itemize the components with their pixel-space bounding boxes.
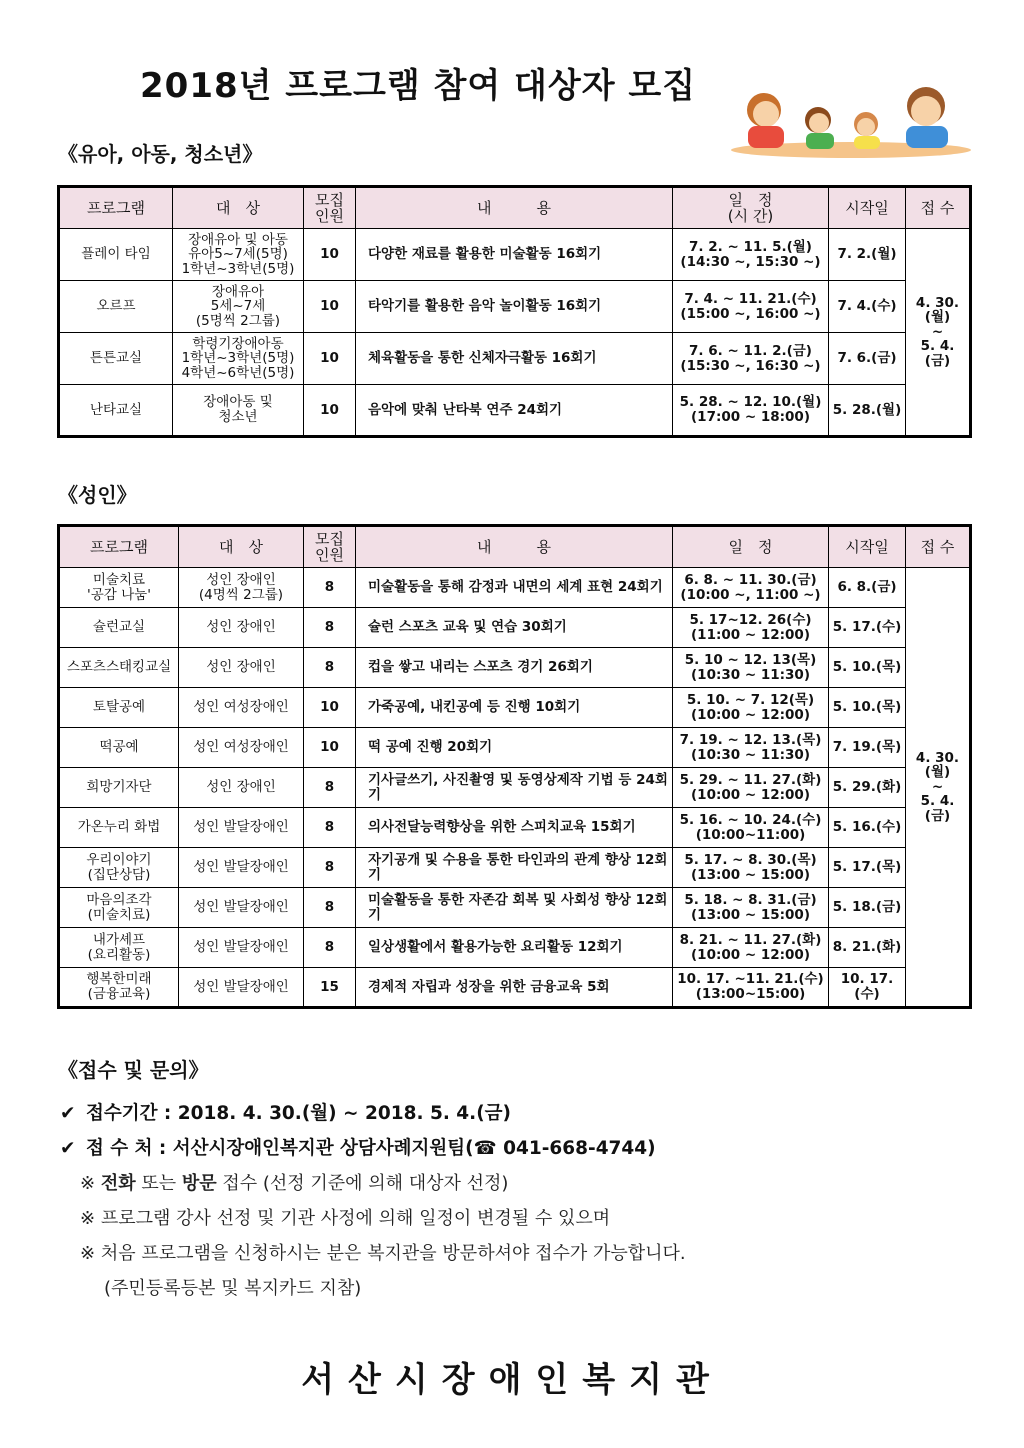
table-row (59, 385, 971, 437)
program-start-date: 5. 10.(목) (829, 688, 906, 728)
program-count: 10 (304, 281, 356, 333)
program-name: 우리이야기 (집단상담) (59, 848, 179, 888)
program-target: 성인 장애인 (4명씩 2그룹) (179, 568, 304, 608)
note-line-4: (주민등록등본 및 복지카드 지참) (104, 1278, 362, 1299)
program-start-date: 5. 17.(수) (829, 608, 906, 648)
program-schedule: 5. 17~12. 26(수) (11:00 ~ 12:00) (673, 608, 829, 648)
program-content: 일상생활에서 활용가능한 요리활동 12회기 (356, 928, 673, 968)
program-start-date: 7. 19.(목) (829, 728, 906, 768)
header-start: 시작일 (829, 187, 906, 229)
registration-period: ✔ 접수기간 : 2018. 4. 30.(월) ~ 2018. 5. 4.(금) (60, 1103, 511, 1124)
note-line-3: ※ 처음 프로그램을 신청하시는 분은 복지관을 방문하셔야 접수가 가능합니다. (80, 1243, 686, 1264)
program-target: 학령기장애아동 1학년~3학년(5명) 4학년~6학년(5명) (173, 333, 304, 385)
program-content: 자기공개 및 수용을 통한 타인과의 관계 향상 12회기 (356, 848, 673, 888)
program-content: 슐런 스포츠 교육 및 연습 30회기 (356, 608, 673, 648)
program-schedule: 8. 21. ~ 11. 27.(화) (10:00 ~ 12:00) (673, 928, 829, 968)
program-name: 플레이 타임 (59, 229, 173, 281)
section-heading-youth: 《유아, 아동, 청소년》 (58, 142, 263, 166)
program-target: 성인 여성장애인 (179, 688, 304, 728)
table-row (59, 768, 971, 808)
program-target: 성인 장애인 (179, 768, 304, 808)
program-content: 미술활동을 통한 자존감 회복 및 사회성 향상 12회기 (356, 888, 673, 928)
program-start-date: 5. 18.(금) (829, 888, 906, 928)
program-count: 8 (304, 928, 356, 968)
program-target: 성인 장애인 (179, 608, 304, 648)
table-row (59, 928, 971, 968)
program-start-date: 5. 29.(화) (829, 768, 906, 808)
header-content: 내 용 (356, 526, 673, 568)
header-count: 모집 인원 (304, 187, 356, 229)
program-target: 성인 발달장애인 (179, 808, 304, 848)
program-schedule: 5. 18. ~ 8. 31.(금) (13:00 ~ 15:00) (673, 888, 829, 928)
program-content: 음악에 맞춰 난타북 연주 24회기 (356, 385, 673, 437)
program-name: 오르프 (59, 281, 173, 333)
program-schedule: 7. 4. ~ 11. 21.(수) (15:00 ~, 16:00 ~) (673, 281, 829, 333)
table-row (59, 688, 971, 728)
program-schedule: 5. 10 ~ 12. 13(목) (10:30 ~ 11:30) (673, 648, 829, 688)
program-schedule: 5. 29. ~ 11. 27.(화) (10:00 ~ 12:00) (673, 768, 829, 808)
program-count: 10 (304, 688, 356, 728)
program-name: 난타교실 (59, 385, 173, 437)
program-start-date: 7. 6.(금) (829, 333, 906, 385)
program-schedule: 7. 6. ~ 11. 2.(금) (15:30 ~, 16:30 ~) (673, 333, 829, 385)
header-program: 프로그램 (59, 187, 173, 229)
registration-place: ✔ 접 수 처 : 서산시장애인복지관 상담사례지원팀(☎ 041-668-4744) (60, 1138, 656, 1159)
header-content: 내 용 (356, 187, 673, 229)
check-icon: ✔ (60, 1103, 76, 1124)
program-start-date: 5. 17.(목) (829, 848, 906, 888)
table-row (59, 848, 971, 888)
program-content: 가죽공예, 내킨공예 등 진행 10회기 (356, 688, 673, 728)
program-start-date: 5. 16.(수) (829, 808, 906, 848)
program-target: 성인 장애인 (179, 648, 304, 688)
program-count: 15 (304, 968, 356, 1008)
program-content: 미술활동을 통해 감정과 내면의 세계 표현 24회기 (356, 568, 673, 608)
program-target: 장애유아 5세~7세 (5명씩 2그룹) (173, 281, 304, 333)
program-schedule: 6. 8. ~ 11. 30.(금) (10:00 ~, 11:00 ~) (673, 568, 829, 608)
program-start-date: 10. 17.(수) (829, 968, 906, 1008)
table-row (59, 728, 971, 768)
program-name: 미술치료 '공감 나눔' (59, 568, 179, 608)
table-row (59, 281, 971, 333)
program-name: 가온누리 화법 (59, 808, 179, 848)
header-schedule: 일 정 (시 간) (673, 187, 829, 229)
program-name: 마음의조각 (미술치료) (59, 888, 179, 928)
program-name: 튼튼교실 (59, 333, 173, 385)
program-content: 떡 공예 진행 20회기 (356, 728, 673, 768)
program-content: 컵을 쌓고 내리는 스포츠 경기 26회기 (356, 648, 673, 688)
program-target: 성인 발달장애인 (179, 888, 304, 928)
note-line-1: ※ 전화 또는 방문 접수 (선정 기준에 의해 대상자 선정) (80, 1173, 509, 1194)
table-row (59, 229, 971, 281)
table-row (59, 888, 971, 928)
program-content: 다양한 재료를 활용한 미술활동 16회기 (356, 229, 673, 281)
program-count: 8 (304, 568, 356, 608)
program-count: 8 (304, 768, 356, 808)
note-line-2: ※ 프로그램 강사 선정 및 기관 사정에 의해 일정이 변경될 수 있으며 (80, 1208, 611, 1229)
program-name: 행복한미래 (금융교육) (59, 968, 179, 1008)
header-start: 시작일 (829, 526, 906, 568)
footer-organization: 서산시장애인복지관 (301, 1360, 723, 1400)
header-registration: 접 수 (906, 187, 971, 229)
program-name: 희망기자단 (59, 768, 179, 808)
program-name: 슐런교실 (59, 608, 179, 648)
header-target: 대 상 (173, 187, 304, 229)
table-row (59, 568, 971, 608)
table-row (59, 333, 971, 385)
program-start-date: 5. 28.(월) (829, 385, 906, 437)
table-row (59, 808, 971, 848)
program-name: 내가셰프 (요리활동) (59, 928, 179, 968)
program-start-date: 7. 2.(월) (829, 229, 906, 281)
program-schedule: 7. 2. ~ 11. 5.(월) (14:30 ~, 15:30 ~) (673, 229, 829, 281)
program-schedule: 5. 16. ~ 10. 24.(수) (10:00~11:00) (673, 808, 829, 848)
family-illustration (726, 80, 976, 160)
program-count: 10 (304, 385, 356, 437)
program-count: 8 (304, 808, 356, 848)
program-schedule: 5. 10. ~ 7. 12(목) (10:00 ~ 12:00) (673, 688, 829, 728)
program-count: 8 (304, 648, 356, 688)
program-target: 장애아동 및 청소년 (173, 385, 304, 437)
program-schedule: 5. 28. ~ 12. 10.(월) (17:00 ~ 18:00) (673, 385, 829, 437)
program-name: 떡공예 (59, 728, 179, 768)
program-schedule: 10. 17. ~11. 21.(수) (13:00~15:00) (673, 968, 829, 1008)
header-registration: 접 수 (906, 526, 971, 568)
program-target: 성인 여성장애인 (179, 728, 304, 768)
program-content: 경제적 자립과 성장을 위한 금융교육 5회 (356, 968, 673, 1008)
program-schedule: 7. 19. ~ 12. 13.(목) (10:30 ~ 11:30) (673, 728, 829, 768)
program-count: 8 (304, 848, 356, 888)
adult-program-table (57, 524, 972, 1009)
table-row (59, 648, 971, 688)
program-start-date: 7. 4.(수) (829, 281, 906, 333)
header-program: 프로그램 (59, 526, 179, 568)
program-count: 8 (304, 608, 356, 648)
program-content: 체육활동을 통한 신체자극활동 16회기 (356, 333, 673, 385)
program-count: 10 (304, 229, 356, 281)
program-content: 기사글쓰기, 사진촬영 및 동영상제작 기법 등 24회기 (356, 768, 673, 808)
page-title: 2018년 프로그램 참여 대상자 모집 (140, 66, 697, 106)
program-count: 10 (304, 728, 356, 768)
program-count: 10 (304, 333, 356, 385)
registration-period-cell: 4. 30.(월) ~ 5. 4.(금) (906, 568, 971, 1008)
program-target: 장애유아 및 아동 유아5~7세(5명) 1학년~3학년(5명) (173, 229, 304, 281)
program-content: 타악기를 활용한 음악 놀이활동 16회기 (356, 281, 673, 333)
youth-program-table (57, 185, 972, 438)
header-target: 대 상 (179, 526, 304, 568)
program-name: 토탈공예 (59, 688, 179, 728)
check-icon: ✔ (60, 1138, 76, 1159)
header-schedule: 일 정 (673, 526, 829, 568)
program-start-date: 5. 10.(목) (829, 648, 906, 688)
program-target: 성인 발달장애인 (179, 848, 304, 888)
program-content: 의사전달능력향상을 위한 스피치교육 15회기 (356, 808, 673, 848)
program-schedule: 5. 17. ~ 8. 30.(목) (13:00 ~ 15:00) (673, 848, 829, 888)
section-heading-adult: 《성인》 (58, 483, 137, 507)
header-count: 모집 인원 (304, 526, 356, 568)
program-name: 스포츠스태킹교실 (59, 648, 179, 688)
program-count: 8 (304, 888, 356, 928)
program-target: 성인 발달장애인 (179, 928, 304, 968)
program-target: 성인 발달장애인 (179, 968, 304, 1008)
program-start-date: 6. 8.(금) (829, 568, 906, 608)
program-start-date: 8. 21.(화) (829, 928, 906, 968)
section-heading-inquiry: 《접수 및 문의》 (58, 1058, 209, 1082)
registration-period-cell: 4. 30.(월) ~ 5. 4.(금) (906, 229, 971, 437)
table-row (59, 608, 971, 648)
table-row (59, 968, 971, 1008)
